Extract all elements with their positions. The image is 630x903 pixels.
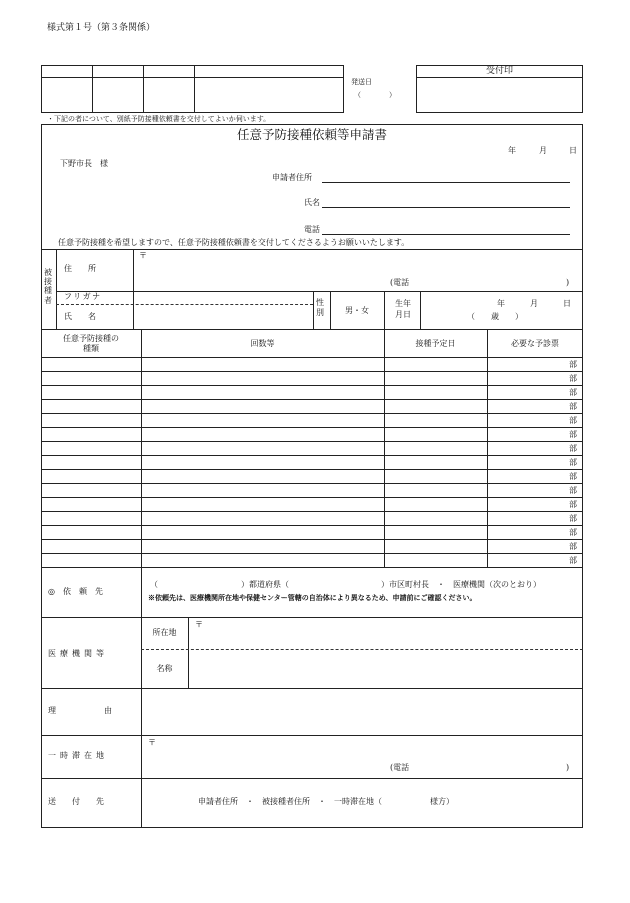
sex-label: 性別 <box>316 298 324 318</box>
sex-options[interactable]: 男・女 <box>345 306 369 315</box>
recipient-phone-close: ) <box>566 278 570 287</box>
dob-year: 年 <box>497 299 505 308</box>
recipient-name-label: 氏 名 <box>64 312 96 321</box>
age-field[interactable]: （ 歳 ） <box>467 312 523 321</box>
table-row[interactable] <box>41 427 583 441</box>
approval-grid-divider <box>194 65 195 113</box>
temp-stay-label: 一時滞在地 <box>48 751 108 760</box>
request-dest-note: ※依頼先は、医療機関所在地や保健センター管轄の自治体により異なるため、申請前にご確認ください。 <box>148 593 477 602</box>
applicant-phone-field[interactable] <box>322 234 570 235</box>
forms-unit: 部 <box>569 388 577 397</box>
send-to-label: 送 付 先 <box>48 797 104 806</box>
forms-unit: 部 <box>569 500 577 509</box>
table-row[interactable] <box>41 455 583 469</box>
approval-grid-divider <box>143 65 144 113</box>
table-row[interactable] <box>41 357 583 371</box>
send-to-options[interactable]: 申請者住所 ・ 被接種者住所 ・ 一時滞在地（ 様方） <box>198 797 454 806</box>
divider <box>384 291 385 329</box>
divider <box>41 735 583 736</box>
forms-unit: 部 <box>569 374 577 383</box>
date-month: 月 <box>539 146 547 155</box>
dob-label: 生年月日 <box>395 299 411 319</box>
table-row[interactable] <box>41 441 583 455</box>
divider <box>420 291 421 329</box>
date-day: 日 <box>569 146 577 155</box>
divider <box>41 778 583 779</box>
applicant-name-field[interactable] <box>322 207 570 208</box>
forms-unit: 部 <box>569 430 577 439</box>
instruction-note: ・下記の者について、別紙予防接種依頼書を交付してよいか伺います。 <box>47 115 271 123</box>
forms-unit: 部 <box>569 458 577 467</box>
forms-unit: 部 <box>569 416 577 425</box>
divider <box>41 329 583 330</box>
col-scheduled-date: 接種予定日 <box>415 339 456 348</box>
form-id: 様式第１号（第３条関係） <box>47 23 156 33</box>
divider <box>41 567 583 568</box>
recipient-address-label: 住 所 <box>64 264 96 273</box>
temp-stay-phone-label: (電話 <box>390 763 410 772</box>
reception-stamp-label: 受付印 <box>485 66 513 76</box>
col-required-forms: 必要な予診票 <box>511 339 559 348</box>
date-year: 年 <box>508 146 516 155</box>
col-count: 回数等 <box>250 339 275 348</box>
request-text: 任意予防接種を希望しますので、任意予防接種依頼書を交付してくださるようお願いいたします。 <box>58 238 410 247</box>
form-title: 任意予防接種依頼等申請書 <box>236 127 387 142</box>
medical-divider <box>141 649 583 650</box>
forms-unit: 部 <box>569 486 577 495</box>
col-vaccine-type: 任意予防接種の種類 <box>63 334 119 354</box>
divider <box>133 249 134 329</box>
table-row[interactable] <box>41 385 583 399</box>
forms-unit: 部 <box>569 556 577 565</box>
sent-date-field[interactable]: （ ） <box>354 91 396 99</box>
temp-stay-postal-mark: 〒 <box>148 738 156 747</box>
applicant-name-label: 氏名 <box>304 198 320 207</box>
dob-month: 月 <box>530 299 538 308</box>
dob-day: 日 <box>563 299 571 308</box>
table-row[interactable] <box>41 497 583 511</box>
divider <box>41 617 583 618</box>
table-row[interactable] <box>41 483 583 497</box>
divider <box>41 249 583 250</box>
request-dest-prefecture: ）都道府県（ <box>241 580 289 589</box>
divider <box>313 291 314 329</box>
request-dest-city[interactable]: ）市区町村長 ・ 医療機関（次のとおり） <box>381 580 541 589</box>
approval-grid-divider <box>92 65 93 113</box>
temp-stay-phone-close: ) <box>566 763 570 772</box>
recipient-phone-label: (電話 <box>390 278 410 287</box>
applicant-address-label: 申請者住所 <box>272 173 312 182</box>
table-row[interactable] <box>41 413 583 427</box>
request-dest-label: ◎ 依 頼 先 <box>48 587 103 596</box>
medical-label: 医療機関等 <box>48 649 108 658</box>
forms-unit: 部 <box>569 360 577 369</box>
medical-location-label: 所在地 <box>152 628 177 637</box>
table-row[interactable] <box>41 469 583 483</box>
table-row[interactable] <box>41 511 583 525</box>
divider <box>56 291 583 292</box>
sent-date-label: 発送日 <box>351 78 372 86</box>
table-row[interactable] <box>41 371 583 385</box>
reason-label: 理 由 <box>48 706 112 715</box>
approval-grid <box>41 65 344 113</box>
table-row[interactable] <box>41 539 583 553</box>
recipient-section-label: 被接種者 <box>44 268 52 305</box>
medical-name-label: 名称 <box>156 664 173 673</box>
applicant-address-field[interactable] <box>322 182 570 183</box>
request-dest-open: （ <box>150 580 158 589</box>
divider <box>41 688 583 689</box>
divider <box>141 567 142 828</box>
table-row[interactable] <box>41 399 583 413</box>
reception-stamp-line <box>416 77 583 78</box>
divider <box>188 617 189 688</box>
applicant-phone-label: 電話 <box>304 225 320 234</box>
furigana-divider <box>56 304 313 305</box>
forms-unit: 部 <box>569 472 577 481</box>
divider <box>56 249 57 329</box>
forms-unit: 部 <box>569 402 577 411</box>
table-row[interactable] <box>41 553 583 567</box>
forms-unit: 部 <box>569 542 577 551</box>
forms-unit: 部 <box>569 444 577 453</box>
medical-postal-mark: 〒 <box>195 620 203 629</box>
addressee: 下野市長 様 <box>60 159 108 168</box>
approval-grid-line <box>41 77 344 78</box>
forms-unit: 部 <box>569 528 577 537</box>
table-row[interactable] <box>41 525 583 539</box>
forms-unit: 部 <box>569 514 577 523</box>
postal-mark: 〒 <box>139 251 147 260</box>
furigana-label: フリガナ <box>64 292 102 301</box>
